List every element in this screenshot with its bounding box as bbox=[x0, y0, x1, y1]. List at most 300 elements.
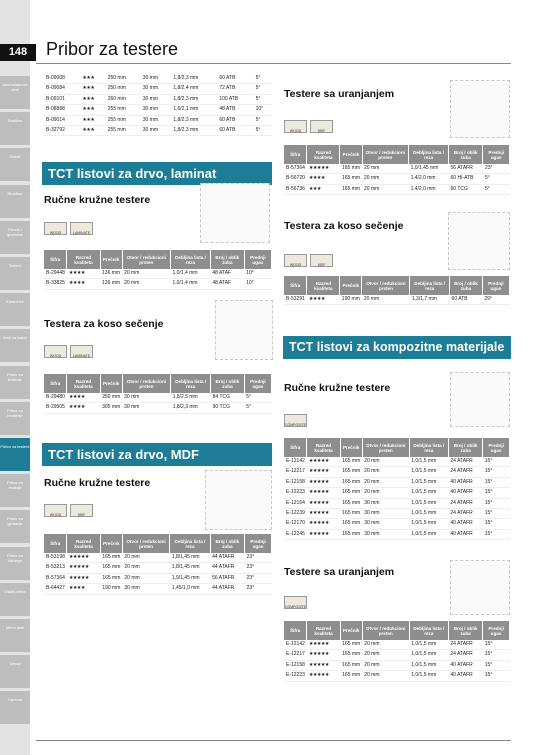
quality-rating: ★★★★★ bbox=[307, 519, 340, 529]
table-cell: 84 TCG bbox=[211, 393, 245, 403]
table-header-cell: Otvor / redukcioni prsten bbox=[122, 534, 169, 553]
table-header-cell: Broj / oblik zuba bbox=[448, 621, 482, 640]
table-cell: 1,4/2,0 mm bbox=[409, 174, 449, 184]
table-cell: 40 ATAFR bbox=[448, 660, 482, 670]
quality-rating: ★★★★ bbox=[67, 403, 100, 413]
table-header-cell: Razred kvaliteta bbox=[307, 145, 340, 164]
table-row bbox=[284, 457, 510, 467]
quality-rating: ★★★★★ bbox=[67, 563, 100, 573]
sidebar-tab[interactable]: Pribor za testere bbox=[0, 438, 30, 471]
material-icon: WOOD bbox=[44, 345, 67, 358]
table-cell: 165 mm bbox=[340, 184, 362, 194]
table-cell: 23° bbox=[245, 584, 272, 594]
table-header-cell: Prečnik bbox=[100, 534, 122, 553]
category-sidebar bbox=[0, 0, 30, 755]
table-row bbox=[284, 467, 510, 477]
quality-rating: ★★★★ bbox=[67, 279, 100, 289]
subheading-circular-saws-composite: Ručne kružne testere bbox=[284, 382, 391, 394]
table-header-cell: Prednji ugao bbox=[483, 621, 510, 640]
table-cell: 20 mm bbox=[362, 174, 409, 184]
table-header-cell: Broj / oblik zuba bbox=[448, 438, 482, 457]
table-cell: 20 mm bbox=[362, 488, 409, 498]
table-cell: 165 mm bbox=[340, 174, 362, 184]
material-icons-miter-right bbox=[284, 254, 333, 267]
blade-table-mdf bbox=[44, 534, 272, 595]
material-icons-composite-2 bbox=[284, 596, 307, 609]
table-cell: 15° bbox=[483, 488, 510, 498]
table-cell: 190 mm bbox=[340, 295, 362, 305]
table-cell: 1,0/1,5 mm bbox=[409, 640, 448, 650]
table-row bbox=[284, 488, 510, 498]
table-cell: 60 TCG bbox=[449, 184, 483, 194]
sidebar-tab[interactable]: Merni alati bbox=[0, 619, 30, 652]
table-cell: 20 mm bbox=[362, 477, 409, 487]
part-number: B-53198 bbox=[44, 553, 67, 563]
table-cell: 48 ATB bbox=[217, 105, 253, 115]
table-header-cell: Otvor / redukcioni prsten bbox=[122, 250, 170, 269]
table-cell: 10° bbox=[244, 269, 271, 279]
table-row bbox=[44, 94, 272, 104]
part-number: E-12164 bbox=[284, 498, 307, 508]
table-cell: 20 mm bbox=[122, 563, 169, 573]
table-cell: 56 ATAFR bbox=[210, 573, 245, 583]
table-cell: 165 mm bbox=[100, 573, 122, 583]
quality-rating: ★★★★ bbox=[307, 174, 340, 184]
subheading-miter-saw-laminat: Testera za koso sečenje bbox=[44, 318, 164, 330]
sidebar-tab[interactable]: Pribor za brušenje bbox=[0, 402, 30, 435]
table-header-cell: Prečnik bbox=[100, 374, 122, 393]
table-header-cell: Prečnik bbox=[100, 250, 122, 269]
table-header-cell: Otvor / redukcioni prsten bbox=[122, 374, 171, 393]
table-row bbox=[44, 84, 272, 94]
table-cell: 20 mm bbox=[122, 279, 170, 289]
table-cell: 23° bbox=[483, 164, 510, 174]
part-number: B-09101 bbox=[44, 94, 80, 104]
subheading-miter-saw-right: Testera za koso sečenje bbox=[284, 220, 404, 232]
page-title: Pribor za testere bbox=[46, 39, 179, 59]
material-icons-laminat-2 bbox=[44, 345, 93, 358]
table-cell: 1,8/1,45 mm bbox=[170, 553, 210, 563]
table-cell: 40 ATAFR bbox=[448, 488, 482, 498]
section-banner-laminat: TCT listovi za drvo, laminat bbox=[42, 162, 272, 185]
table-header-cell: Šifra bbox=[284, 276, 307, 295]
table-row bbox=[284, 529, 510, 539]
circular-saw-image-2 bbox=[205, 470, 272, 530]
table-header-cell: Debljina lista / reza bbox=[171, 250, 211, 269]
table-row bbox=[44, 279, 272, 289]
sidebar-tab[interactable]: Pribor za rezanje bbox=[0, 474, 30, 507]
plunge-saw-image-2 bbox=[450, 560, 510, 615]
table-header-cell: Prednji ugao bbox=[244, 374, 271, 393]
table-row bbox=[44, 553, 272, 563]
table-cell: 20 mm bbox=[122, 573, 169, 583]
sidebar-tab[interactable]: Akumulatorski alati bbox=[0, 76, 30, 109]
table-cell: 20 mm bbox=[362, 164, 409, 174]
quality-rating: ★★★★★ bbox=[307, 457, 340, 467]
table-cell: 30 mm bbox=[141, 94, 172, 104]
sidebar-tab[interactable]: Oprema bbox=[0, 691, 30, 724]
table-cell: 1,0/1,5 mm bbox=[409, 498, 448, 508]
quality-rating: ★★★ bbox=[80, 74, 105, 84]
part-number: B-09014 bbox=[44, 115, 80, 125]
quality-rating: ★★★★★ bbox=[307, 164, 340, 174]
table-cell: 40 ATAFR bbox=[448, 519, 482, 529]
table-cell: 23° bbox=[245, 563, 272, 573]
material-icon: WOOD bbox=[284, 254, 307, 267]
table-cell: 250 mm bbox=[106, 84, 141, 94]
part-number: B-64427 bbox=[44, 584, 67, 594]
table-cell: 30 mm bbox=[122, 393, 171, 403]
table-cell: 23° bbox=[245, 553, 272, 563]
table-header-cell: Broj / oblik zuba bbox=[211, 374, 245, 393]
page-number: 148 bbox=[0, 44, 36, 61]
table-cell: 60 ATB bbox=[217, 126, 253, 136]
table-cell: 20 mm bbox=[362, 640, 409, 650]
quality-rating: ★★★★★ bbox=[307, 488, 340, 498]
table-row bbox=[284, 184, 510, 194]
table-row bbox=[44, 403, 272, 413]
part-number: E-12142 bbox=[284, 457, 307, 467]
table-cell: 44 ATAFR bbox=[210, 584, 245, 594]
table-row bbox=[44, 74, 272, 84]
table-cell: 255 mm bbox=[106, 105, 141, 115]
quality-rating: ★★★ bbox=[307, 184, 340, 194]
table-header-cell: Razred kvaliteta bbox=[307, 621, 340, 640]
blade-table-plunge bbox=[284, 145, 510, 195]
table-header-cell: Šifra bbox=[44, 374, 67, 393]
table-cell: 30 mm bbox=[141, 115, 172, 125]
table-header-cell: Šifra bbox=[44, 250, 67, 269]
material-icon: LAMINATE bbox=[70, 345, 93, 358]
part-number: E-12158 bbox=[284, 660, 307, 670]
table-cell: 24 ATAFR bbox=[448, 467, 482, 477]
table-cell: 44 ATAFR bbox=[210, 553, 245, 563]
table-header-cell: Razred kvaliteta bbox=[67, 250, 100, 269]
table-cell: 165 mm bbox=[340, 498, 362, 508]
table-row bbox=[284, 477, 510, 487]
part-number: B-57364 bbox=[44, 573, 67, 583]
sidebar-tab[interactable]: Rende i glodalice bbox=[0, 221, 30, 254]
table-cell: 5° bbox=[254, 94, 272, 104]
blade-table-miter-right bbox=[284, 276, 510, 305]
material-icon: COMPOSITE bbox=[284, 414, 307, 427]
table-cell: 15° bbox=[483, 457, 510, 467]
part-number: B-08888 bbox=[44, 105, 80, 115]
table-cell: 1,0/1,5 mm bbox=[409, 467, 448, 477]
table-cell: 1,8/2,3 mm bbox=[171, 115, 217, 125]
table-header-cell: Prečnik bbox=[340, 276, 362, 295]
quality-rating: ★★★★★ bbox=[307, 640, 340, 650]
table-cell: 30 mm bbox=[141, 105, 172, 115]
table-header-cell: Prečnik bbox=[340, 145, 362, 164]
table-cell: 44 ATAFR bbox=[210, 563, 245, 573]
subheading-circular-saws-laminat: Ručne kružne testere bbox=[44, 194, 151, 206]
plunge-saw-image bbox=[450, 80, 510, 138]
part-number: E-12239 bbox=[284, 509, 307, 519]
table-cell: 1,0/1,5 mm bbox=[409, 509, 448, 519]
table-cell: 23° bbox=[245, 573, 272, 583]
table-header-cell: Prednji ugao bbox=[483, 145, 510, 164]
part-number: E-12217 bbox=[284, 467, 307, 477]
quality-rating: ★★★ bbox=[80, 84, 105, 94]
table-cell: 165 mm bbox=[340, 529, 362, 539]
table-header-cell: Prednji ugao bbox=[244, 250, 271, 269]
sidebar-tab[interactable]: Bušilice bbox=[0, 112, 30, 145]
subheading-circular-saws-mdf: Ručne kružne testere bbox=[44, 477, 151, 489]
table-cell: 1,0/1,5 mm bbox=[409, 529, 448, 539]
miter-saw-image bbox=[215, 300, 273, 360]
header-divider bbox=[36, 63, 511, 64]
table-cell: 1,8/2,5 mm bbox=[171, 393, 211, 403]
quality-rating: ★★★★★ bbox=[307, 467, 340, 477]
quality-rating: ★★★★★ bbox=[307, 671, 340, 681]
table-header-cell: Prečnik bbox=[340, 438, 362, 457]
table-cell: 1,0/1,5 mm bbox=[409, 650, 448, 660]
table-header-cell: Broj / oblik zuba bbox=[450, 276, 483, 295]
table-cell: 30 mm bbox=[362, 519, 409, 529]
sidebar-tab[interactable]: Ostali pribor bbox=[0, 583, 30, 616]
quality-rating: ★★★★ bbox=[67, 269, 100, 279]
table-cell: 165 mm bbox=[340, 164, 362, 174]
table-row bbox=[44, 115, 272, 125]
table-cell: 136 mm bbox=[100, 279, 122, 289]
table-cell: 5° bbox=[254, 126, 272, 136]
table-row bbox=[44, 563, 272, 573]
part-number: B-32792 bbox=[44, 126, 80, 136]
material-icon: MDF bbox=[310, 120, 333, 133]
table-cell: 20 mm bbox=[362, 295, 410, 305]
part-number: E-12223 bbox=[284, 488, 307, 498]
table-cell: 15° bbox=[483, 671, 510, 681]
table-header-cell: Otvor / redukcioni prsten bbox=[362, 438, 409, 457]
table-header-cell: Prednji ugao bbox=[482, 276, 509, 295]
part-number: E-12245 bbox=[284, 529, 307, 539]
table-cell: 20 mm bbox=[362, 650, 409, 660]
table-cell: 136 mm bbox=[100, 269, 122, 279]
table-row bbox=[44, 269, 272, 279]
table-cell: 1,8/2,4 mm bbox=[171, 84, 217, 94]
table-header-cell: Debljina lista / reza bbox=[410, 276, 450, 295]
table-cell: 165 mm bbox=[340, 509, 362, 519]
sidebar-tab[interactable]: Brusilice bbox=[0, 185, 30, 218]
part-number: E-12217 bbox=[284, 650, 307, 660]
part-number: B-53291 bbox=[284, 295, 307, 305]
table-header-cell: Debljina lista / reza bbox=[409, 145, 449, 164]
quality-rating: ★★★★ bbox=[307, 295, 340, 305]
material-icons-plunge bbox=[284, 120, 333, 133]
material-icon: LAMINATE bbox=[70, 222, 93, 235]
table-cell: 1,8/2,3 mm bbox=[171, 403, 211, 413]
table-row bbox=[44, 584, 272, 594]
table-header-cell: Razred kvaliteta bbox=[67, 374, 100, 393]
table-cell: 260 mm bbox=[106, 94, 141, 104]
table-header-cell: Razred kvaliteta bbox=[307, 438, 340, 457]
table-cell: 20 mm bbox=[362, 660, 409, 670]
quality-rating: ★★★ bbox=[80, 115, 105, 125]
quality-rating: ★★★★★ bbox=[67, 553, 100, 563]
table-header-cell: Broj / oblik zuba bbox=[210, 534, 245, 553]
table-row bbox=[44, 126, 272, 136]
circular-saw-image-3 bbox=[450, 372, 510, 427]
footer-divider bbox=[36, 740, 511, 741]
table-cell: 1,0/1,4 mm bbox=[171, 279, 211, 289]
part-number: B-53213 bbox=[44, 563, 67, 573]
blade-table-top bbox=[44, 74, 272, 136]
table-cell: 15° bbox=[483, 640, 510, 650]
material-icon: WOOD bbox=[284, 120, 307, 133]
table-cell: 165 mm bbox=[340, 671, 362, 681]
quality-rating: ★★★★★ bbox=[307, 509, 340, 519]
table-cell: 1,8/2,3 mm bbox=[171, 94, 217, 104]
part-number: B-29448 bbox=[44, 269, 67, 279]
table-cell: 56 ATAFR bbox=[449, 164, 483, 174]
quality-rating: ★★★★ bbox=[67, 393, 100, 403]
table-header-cell: Razred kvaliteta bbox=[307, 276, 340, 295]
table-cell: 1,6/2,1 mm bbox=[171, 105, 217, 115]
table-cell: 5° bbox=[254, 74, 272, 84]
material-icon: COMPOSITE bbox=[284, 596, 307, 609]
blade-table-laminat-circular bbox=[44, 250, 272, 290]
table-cell: 30 mm bbox=[362, 529, 409, 539]
table-cell: 100 ATB bbox=[217, 94, 253, 104]
miter-saw-image-2 bbox=[448, 212, 510, 270]
table-cell: 60 HI-ATB bbox=[449, 174, 483, 184]
material-icon: WOOD bbox=[44, 222, 67, 235]
sidebar-tab[interactable]: Alati za baštu bbox=[0, 329, 30, 362]
sidebar-tab[interactable]: Čekići bbox=[0, 148, 30, 181]
table-cell: 165 mm bbox=[340, 660, 362, 670]
sidebar-tab[interactable]: Klamerice bbox=[0, 293, 30, 326]
table-header-cell: Prečnik bbox=[340, 621, 362, 640]
table-cell: 30 mm bbox=[362, 498, 409, 508]
table-cell: 305 mm bbox=[100, 403, 122, 413]
material-icon: MDF bbox=[310, 254, 333, 267]
sidebar-tab[interactable]: Pribor za bušenje bbox=[0, 366, 30, 399]
table-cell: 1,4/2,0 mm bbox=[409, 184, 449, 194]
part-number: B-29505 bbox=[44, 403, 67, 413]
table-cell: 24 ATAFR bbox=[448, 509, 482, 519]
table-cell: 165 mm bbox=[340, 640, 362, 650]
part-number: B-09008 bbox=[44, 74, 80, 84]
table-cell: 165 mm bbox=[100, 563, 122, 573]
part-number: E-12142 bbox=[284, 640, 307, 650]
table-cell: 1,0/1,45 mm bbox=[409, 164, 449, 174]
table-cell: 48 ATAF bbox=[210, 269, 244, 279]
table-cell: 15° bbox=[483, 660, 510, 670]
table-cell: 15° bbox=[483, 519, 510, 529]
table-cell: 30 mm bbox=[122, 403, 171, 413]
table-cell: 255 mm bbox=[106, 115, 141, 125]
table-header-cell: Debljina lista / reza bbox=[170, 534, 210, 553]
table-cell: 5° bbox=[254, 84, 272, 94]
table-row bbox=[284, 509, 510, 519]
table-cell: 1,0/1,5 mm bbox=[409, 671, 448, 681]
table-row bbox=[44, 105, 272, 115]
table-header-cell: Šifra bbox=[284, 438, 307, 457]
table-cell: 165 mm bbox=[340, 477, 362, 487]
material-icon: MDF bbox=[70, 504, 93, 517]
table-header-cell: Debljina lista / reza bbox=[171, 374, 211, 393]
table-cell: 24 ATAFR bbox=[448, 650, 482, 660]
table-cell: 30 mm bbox=[141, 126, 172, 136]
table-cell: 1,0/1,4 mm bbox=[171, 269, 211, 279]
sidebar-tab[interactable]: Testere bbox=[0, 257, 30, 290]
sidebar-tab[interactable]: Pribor za čišćenje bbox=[0, 547, 30, 580]
quality-rating: ★★★★ bbox=[67, 584, 100, 594]
table-cell: 24 ATAFR bbox=[448, 640, 482, 650]
table-cell: 30 mm bbox=[122, 584, 169, 594]
table-row bbox=[284, 295, 510, 305]
material-icons-mdf bbox=[44, 504, 93, 517]
table-header-cell: Prednji ugao bbox=[483, 438, 510, 457]
blade-table-composite-circular bbox=[284, 438, 510, 540]
table-row bbox=[284, 650, 510, 660]
table-cell: 1,8/2,3 mm bbox=[171, 126, 217, 136]
table-cell: 255 mm bbox=[106, 126, 141, 136]
table-cell: 1,8/2,3 mm bbox=[171, 74, 217, 84]
table-header-cell: Debljina lista / reza bbox=[409, 621, 448, 640]
table-cell: 40 ATAFR bbox=[448, 671, 482, 681]
table-cell: 5° bbox=[254, 115, 272, 125]
part-number: B-29480 bbox=[44, 393, 67, 403]
table-cell: 5° bbox=[244, 393, 271, 403]
table-cell: 60 ATB bbox=[217, 115, 253, 125]
table-cell: 20 mm bbox=[362, 184, 409, 194]
table-cell: 1,0/1,5 mm bbox=[409, 488, 448, 498]
table-row bbox=[284, 671, 510, 681]
subheading-plunge-saws: Testere sa uranjanjem bbox=[284, 88, 395, 100]
quality-rating: ★★★ bbox=[80, 126, 105, 136]
table-cell: 30 mm bbox=[141, 84, 172, 94]
table-cell: 20 mm bbox=[362, 457, 409, 467]
table-cell: 30 mm bbox=[141, 74, 172, 84]
table-cell: 24 ATAFR bbox=[448, 498, 482, 508]
table-cell: 15° bbox=[483, 529, 510, 539]
section-banner-composite: TCT listovi za kompozitne materijale bbox=[283, 336, 511, 359]
part-number: B-56720 bbox=[284, 174, 307, 184]
table-cell: 60 ATB bbox=[217, 74, 253, 84]
quality-rating: ★★★★★ bbox=[307, 498, 340, 508]
table-cell: 15° bbox=[483, 467, 510, 477]
quality-rating: ★★★ bbox=[80, 105, 105, 115]
sidebar-tab[interactable]: Delovi bbox=[0, 655, 30, 688]
part-number: E-12170 bbox=[284, 519, 307, 529]
table-cell: 1,0/1,5 mm bbox=[409, 660, 448, 670]
circular-saw-image bbox=[200, 183, 270, 243]
blade-table-laminat-miter bbox=[44, 374, 272, 414]
table-cell: 15° bbox=[483, 477, 510, 487]
table-cell: 40 ATAFR bbox=[448, 529, 482, 539]
table-cell: 20 mm bbox=[122, 269, 170, 279]
table-cell: 1,0/1,5 mm bbox=[409, 519, 448, 529]
table-cell: 15° bbox=[483, 498, 510, 508]
table-header-cell: Šifra bbox=[284, 145, 307, 164]
part-number: B-09084 bbox=[44, 84, 80, 94]
part-number: E-12223 bbox=[284, 671, 307, 681]
table-cell: 90 TCG bbox=[211, 403, 245, 413]
table-header-cell: Šifra bbox=[284, 621, 307, 640]
quality-rating: ★★★★★ bbox=[307, 660, 340, 670]
table-header-cell: Otvor / redukcioni prsten bbox=[362, 621, 409, 640]
table-cell: 165 mm bbox=[340, 519, 362, 529]
table-cell: 40 ATAFR bbox=[448, 477, 482, 487]
material-icon: WOOD bbox=[44, 504, 67, 517]
table-cell: 72 ATB bbox=[217, 84, 253, 94]
sidebar-tab[interactable]: Pribor za glodanje bbox=[0, 510, 30, 543]
material-icons-composite-1 bbox=[284, 414, 307, 427]
table-cell: 165 mm bbox=[340, 650, 362, 660]
table-row bbox=[44, 573, 272, 583]
